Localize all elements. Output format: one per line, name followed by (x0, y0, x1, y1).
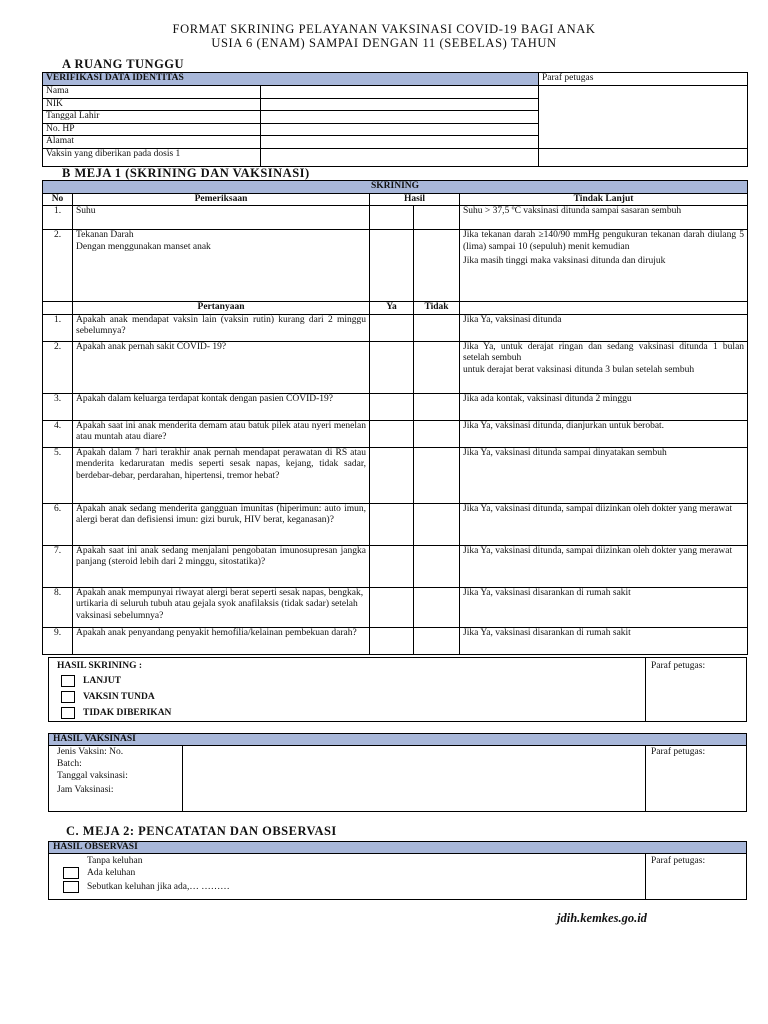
divider (645, 746, 646, 811)
checkbox-tidak-diberikan[interactable] (61, 707, 75, 719)
question-text: Apakah anak pernah sakit COVID- 19? (73, 341, 370, 393)
input-nama[interactable] (261, 86, 539, 99)
col-ya: Ya (370, 302, 414, 315)
question-no: 7. (43, 545, 73, 587)
divider (645, 854, 646, 899)
option-vaksin-tunda[interactable] (61, 691, 155, 703)
answer-tidak[interactable] (414, 341, 460, 393)
answer-tidak[interactable] (414, 393, 460, 420)
checkbox-ada-keluhan[interactable] (63, 867, 79, 879)
input-nik[interactable] (261, 98, 539, 111)
question-text: Apakah anak mendapat vaksin lain (vaksin rutin) kurang dari 2 minggu sebelumnya? (73, 314, 370, 341)
question-no: 9. (43, 627, 73, 654)
question-no: 5. (43, 447, 73, 503)
exam-hasil-2[interactable] (414, 230, 460, 302)
question-follow: Jika Ya, vaksinasi ditunda sampai dinyatakan sembuh (460, 447, 748, 503)
col-blank (43, 302, 73, 315)
identity-table (42, 72, 748, 167)
option-lanjut-label: LANJUT (83, 676, 122, 687)
question-text: Apakah dalam 7 hari terakhir anak pernah mendapat perawatan di RS atau menderita kedaruratan medis seperti sesak napas, kejang, tidak sadar, berdebar-debar, perdarahan, hipertensi, tremor hebat? (73, 447, 370, 503)
checkbox-vaksin-tunda[interactable] (61, 691, 75, 703)
option-ada-keluhan-label: Ada keluhan (87, 868, 136, 879)
input-no-hp[interactable] (261, 123, 539, 136)
field-jenis-vaksin: Jenis Vaksin: No. (57, 747, 124, 757)
exam-follow-text-2: Jika masih tinggi maka vaksinasi ditunda dan dirujuk (463, 256, 666, 266)
question-follow: Jika Ya, vaksinasi ditunda, sampai diizinkan oleh dokter yang merawat (460, 545, 748, 587)
question-follow: Jika ada kontak, vaksinasi ditunda 2 minggu (460, 393, 748, 420)
answer-ya[interactable] (370, 420, 414, 447)
hasil-vaksinasi-header: HASIL VAKSINASI (49, 734, 746, 746)
answer-ya[interactable] (370, 503, 414, 545)
option-sebutkan-keluhan-label: Sebutkan keluhan jika ada,… ……… (87, 882, 230, 893)
col-no: No (43, 193, 73, 206)
exam-hasil-1[interactable] (370, 206, 414, 230)
answer-ya[interactable] (370, 447, 414, 503)
option-vaksin-tunda-label: VAKSIN TUNDA (83, 692, 155, 703)
option-tanpa-keluhan[interactable]: Tanpa keluhan (87, 856, 143, 866)
question-no: 3. (43, 393, 73, 420)
question-no: 2. (43, 341, 73, 393)
field-tanggal-lahir: Tanggal Lahir (43, 111, 261, 124)
question-no: 1. (43, 314, 73, 341)
field-batch: Batch: (57, 759, 82, 769)
col-tidak: Tidak (414, 302, 460, 315)
paraf-label: Paraf petugas: (651, 747, 706, 757)
exam-follow: Suhu > 37,5 ºC vaksinasi ditunda sampai sasaran sembuh (460, 206, 748, 230)
exam-no: 2. (43, 230, 73, 302)
col-blank (460, 302, 748, 315)
exam-follow (460, 230, 748, 302)
section-c-heading: C. MEJA 2: PENCATATAN DAN OBSERVASI (66, 824, 337, 838)
answer-ya[interactable] (370, 393, 414, 420)
question-follow-text-2: untuk derajat berat vaksinasi ditunda 3 bulan setelah sembuh (463, 364, 695, 375)
col-pemeriksaan: Pemeriksaan (73, 193, 370, 206)
exam-hasil-1[interactable] (370, 230, 414, 302)
exam-hasil-2[interactable] (414, 206, 460, 230)
answer-ya[interactable] (370, 545, 414, 587)
screening-table (42, 180, 748, 655)
answer-ya[interactable] (370, 587, 414, 627)
divider (182, 746, 183, 811)
answer-tidak[interactable] (414, 587, 460, 627)
question-follow (460, 341, 748, 393)
field-alamat: Alamat (43, 136, 261, 149)
field-jam-vaksinasi: Jam Vaksinasi: (57, 785, 114, 795)
question-no: 6. (43, 503, 73, 545)
question-text: Apakah anak penyandang penyakit hemofilia/kelainan pembekuan darah? (73, 627, 370, 654)
exam-item: Suhu (73, 206, 370, 230)
answer-ya[interactable] (370, 341, 414, 393)
col-tindak-lanjut: Tindak Lanjut (460, 193, 748, 206)
field-no-hp: No. HP (43, 123, 261, 136)
question-text: Apakah anak mempunyai riwayat alergi berat seperti sesak napas, bengkak, urtikaria di seluruh tubuh atau gejala syok anafilaksis (tidak sadar) setelah vaksinasi sebelumnya? (73, 587, 370, 627)
answer-tidak[interactable] (414, 545, 460, 587)
input-vaksin-dosis1[interactable] (261, 148, 539, 166)
hasil-skrining-box (48, 657, 747, 722)
document-title-line1: FORMAT SKRINING PELAYANAN VAKSINASI COVID-19 BAGI ANAK (172, 22, 596, 36)
field-tanggal-vaksinasi: Tanggal vaksinasi: (57, 771, 128, 781)
col-pertanyaan: Pertanyaan (73, 302, 370, 315)
option-lanjut[interactable] (61, 675, 121, 687)
hasil-skrining-label: HASIL SKRINING : (57, 661, 142, 671)
exam-item-note: Dengan menggunakan manset anak (76, 241, 211, 252)
exam-item-title: Tekanan Darah (76, 230, 134, 240)
question-follow: Jika Ya, vaksinasi ditunda, dianjurkan untuk berobat. (460, 420, 748, 447)
col-hasil: Hasil (370, 193, 460, 206)
document-title-line2: USIA 6 (ENAM) SAMPAI DENGAN 11 (SEBELAS) TAHUN (211, 36, 557, 50)
question-follow: Jika Ya, vaksinasi disarankan di rumah sakit (460, 627, 748, 654)
paraf-label: Paraf petugas: (651, 661, 706, 671)
hasil-vaksinasi-box (48, 733, 747, 812)
skrining-header: SKRINING (43, 181, 748, 194)
question-no: 4. (43, 420, 73, 447)
option-tidak-diberikan[interactable] (61, 707, 171, 719)
section-a-heading: A RUANG TUNGGU (62, 57, 185, 71)
option-ada-keluhan[interactable] (63, 867, 135, 879)
footer-link[interactable]: jdih.kemkes.go.id (557, 911, 647, 925)
field-vaksin-dosis1: Vaksin yang diberikan pada dosis 1 (43, 148, 261, 166)
option-tidak-diberikan-label: TIDAK DIBERIKAN (83, 708, 172, 719)
answer-tidak[interactable] (414, 447, 460, 503)
answer-ya[interactable] (370, 314, 414, 341)
paraf-label: Paraf petugas: (651, 856, 706, 866)
question-follow: Jika Ya, vaksinasi disarankan di rumah sakit (460, 587, 748, 627)
section-b-heading: B MEJA 1 (SKRINING DAN VAKSINASI) (62, 166, 310, 180)
identity-header: VERIFIKASI DATA IDENTITAS (43, 73, 539, 86)
answer-tidak[interactable] (414, 503, 460, 545)
question-follow: Jika Ya, vaksinasi ditunda (460, 314, 748, 341)
answer-tidak[interactable] (414, 420, 460, 447)
question-follow: Jika Ya, vaksinasi ditunda, sampai diizinkan oleh dokter yang merawat (460, 503, 748, 545)
paraf-box[interactable] (539, 86, 748, 149)
field-nik: NIK (43, 98, 261, 111)
answer-ya[interactable] (370, 627, 414, 654)
input-tanggal-lahir[interactable] (261, 111, 539, 124)
question-no: 8. (43, 587, 73, 627)
checkbox-sebutkan-keluhan[interactable] (63, 881, 79, 893)
hasil-observasi-box (48, 841, 747, 900)
field-nama: Nama (43, 86, 261, 99)
paraf-box-2[interactable] (539, 148, 748, 166)
option-sebutkan-keluhan[interactable] (63, 881, 230, 893)
question-text: Apakah dalam keluarga terdapat kontak dengan pasien COVID-19? (73, 393, 370, 420)
answer-tidak[interactable] (414, 627, 460, 654)
divider (645, 658, 646, 721)
hasil-observasi-header: HASIL OBSERVASI (49, 842, 746, 854)
question-follow-text: Jika Ya, untuk derajat ringan dan sedang vaksinasi ditunda 1 bulan setelah sembuh (463, 341, 745, 363)
exam-no: 1. (43, 206, 73, 230)
question-text: Apakah saat ini anak sedang menjalani pengobatan imunosupresan jangka panjang (steroid lebih dari 2 minggu, sitostatika)? (73, 545, 370, 587)
input-alamat[interactable] (261, 136, 539, 149)
question-text: Apakah anak sedang menderita gangguan imunitas (hiperimun: auto imun, alergi berat dan defisiensi imun: gizi buruk, HIV berat, keganasan)? (73, 503, 370, 545)
checkbox-lanjut[interactable] (61, 675, 75, 687)
question-text: Apakah saat ini anak menderita demam atau batuk pilek atau nyeri menelan atau muntah atau diare? (73, 420, 370, 447)
exam-follow-text: Jika tekanan darah ≥140/90 mmHg pengukuran tekanan darah diulang 5 (lima) sampai 10 (sepuluh) menit kemudian (463, 230, 745, 252)
exam-item (73, 230, 370, 302)
answer-tidak[interactable] (414, 314, 460, 341)
paraf-label: Paraf petugas (539, 73, 748, 86)
